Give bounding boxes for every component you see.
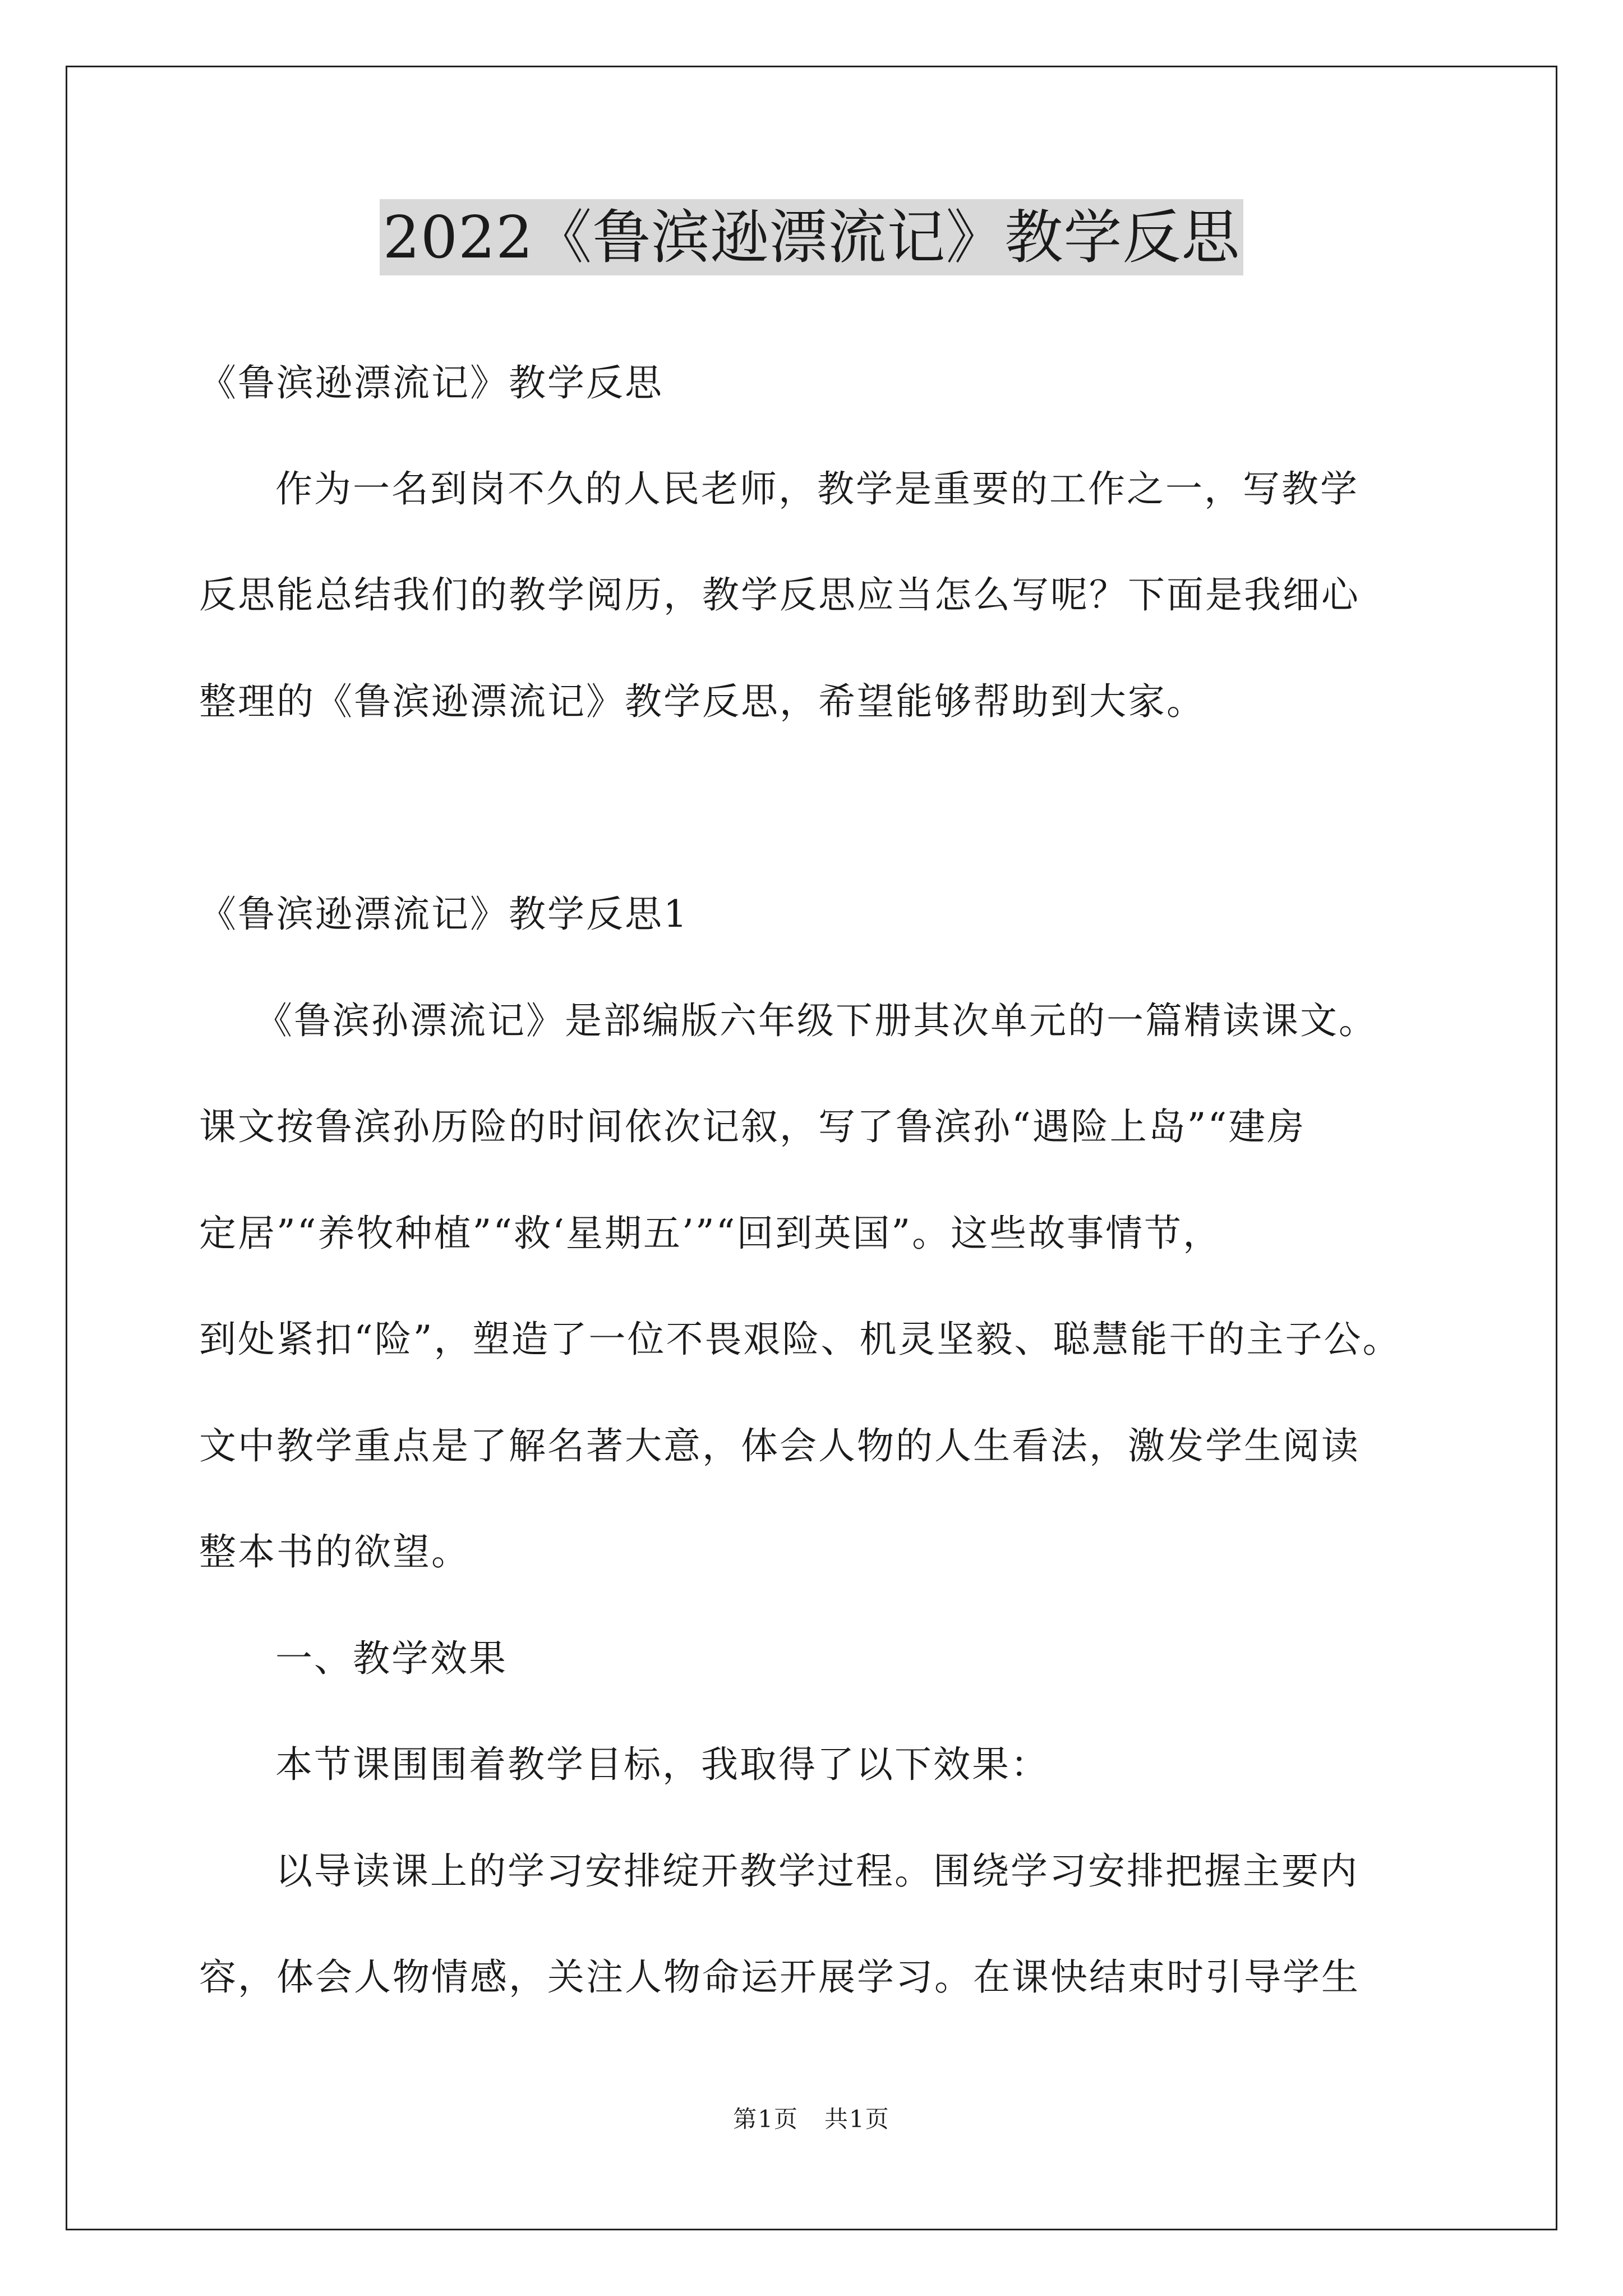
paragraph-line: 反思能总结我们的教学阅历，教学反思应当怎么写呢？下面是我细心 [199, 573, 1360, 616]
paragraph-line: 整本书的欲望。 [199, 1530, 470, 1573]
section-heading: 《鲁滨逊漂流记》教学反思1 [199, 892, 689, 936]
paragraph-line: 容，体会人物情感，关注人物命运开展学习。在课快结束时引导学生 [199, 1955, 1360, 1999]
paragraph-line: 文中教学重点是了解名著大意，体会人物的人生看法，激发学生阅读 [199, 1424, 1360, 1467]
paragraph-line: 整理的《鲁滨逊漂流记》教学反思，希望能够帮助到大家。 [199, 680, 1205, 723]
subsection-heading: 一、教学效果 [275, 1637, 508, 1680]
paragraph-line: 作为一名到岗不久的人民老师，教学是重要的工作之一，写教学 [275, 467, 1359, 510]
paragraph-line: 以导读课上的学习安排绽开教学过程。围绕学习安排把握主要内 [275, 1849, 1359, 1893]
paragraph-line: 课文按鲁滨孙历险的时间依次记叙，写了鲁滨孙“遇险上岛”“建房 [199, 1105, 1306, 1148]
title-container [0, 199, 1623, 275]
paragraph-line: 《鲁滨孙漂流记》是部编版六年级下册其次单元的一篇精读课文。 [255, 999, 1377, 1042]
subtitle-line: 《鲁滨逊漂流记》教学反思 [199, 361, 663, 404]
paragraph-line: 定居”“养牧种植”“救‘星期五’”“回到英国”。这些故事情节， [199, 1212, 1222, 1255]
paragraph-line: 到处紧扣“险”，塑造了一位不畏艰险、机灵坚毅、聪慧能干的主子公。 [199, 1318, 1401, 1361]
paragraph-line: 本节课围围着教学目标，我取得了以下效果： [275, 1743, 1049, 1786]
page-number-footer: 第1页 共1页 [733, 2105, 890, 2133]
document-title: 2022《鲁滨逊漂流记》教学反思 [380, 199, 1244, 275]
